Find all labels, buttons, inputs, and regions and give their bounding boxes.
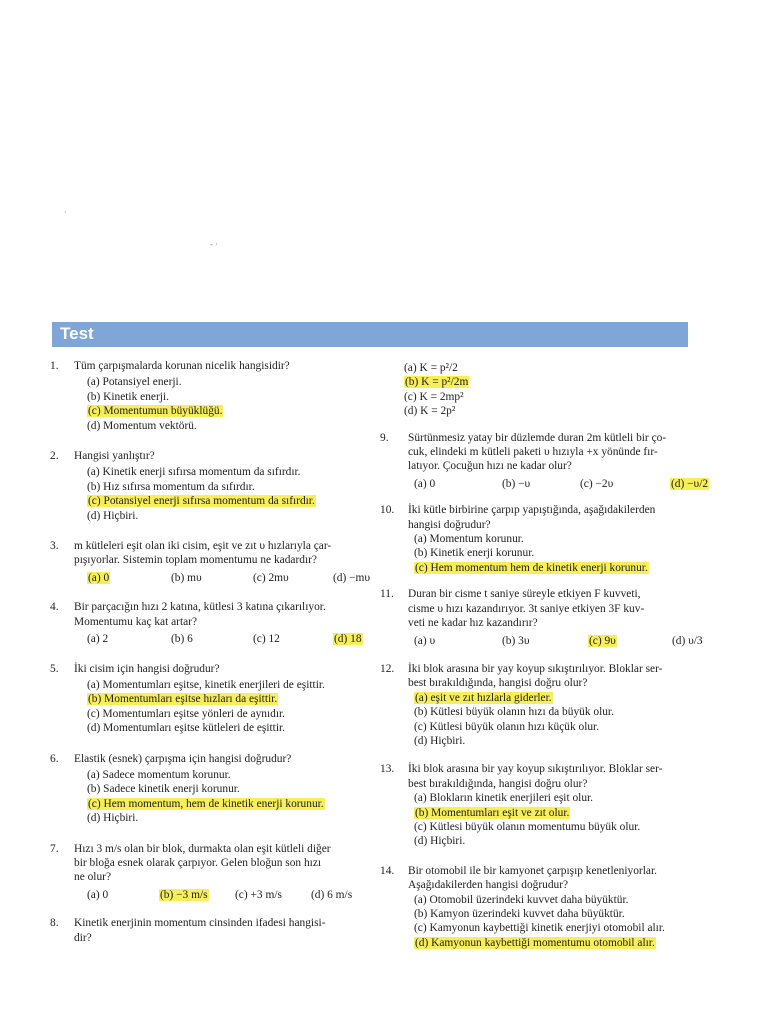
- question-text-line: best bırakıldığında, hangisi doğru olur?: [408, 677, 588, 690]
- option: [87, 721, 370, 735]
- question-14: [380, 864, 702, 950]
- question-4: [50, 600, 370, 646]
- option: [414, 907, 702, 921]
- question-text: [74, 842, 370, 885]
- option: [414, 893, 702, 907]
- option-text: (a) 2: [87, 633, 109, 646]
- option-text: (b) Sadece kinetik enerji korunur.: [87, 783, 240, 796]
- option-text: (c) −2υ: [580, 477, 614, 490]
- highlighted-answer: (c) Hem momentum, hem de kinetik enerji korunur.: [88, 797, 324, 810]
- option: [87, 632, 171, 646]
- scan-speck: ·: [64, 208, 67, 217]
- question-number: 3.: [50, 540, 59, 553]
- option-text: (c) K = 2mp²: [404, 390, 464, 403]
- question-7: [50, 842, 370, 903]
- question-text-line: Kinetik enerjinin momentum cinsinden ifadesi hangisi-: [74, 917, 326, 930]
- question-text-line: hangisi doğrudur?: [408, 518, 491, 531]
- option-text: (d) 6 m/s: [311, 888, 353, 901]
- option-text: (d) Hiçbiri.: [414, 734, 466, 747]
- option: [87, 768, 370, 782]
- section-banner: [52, 322, 688, 347]
- option: [414, 532, 702, 546]
- option-text: (a) Blokların kinetik enerjileri eşit olur.: [414, 792, 594, 805]
- option: [414, 634, 502, 648]
- question-text: [408, 762, 702, 791]
- option: [414, 561, 702, 575]
- question-text-line: Momentumu kaç kat artar?: [74, 615, 198, 628]
- option: [502, 477, 580, 491]
- highlighted-answer: (b) Momentumları eşit ve zıt olur.: [415, 806, 570, 819]
- option: [414, 834, 702, 848]
- option: [87, 404, 370, 418]
- option: [414, 691, 702, 705]
- option: [87, 390, 370, 404]
- option: [404, 404, 702, 418]
- option-text: (a) 0: [87, 888, 109, 901]
- highlighted-answer: (b) −3 m/s: [160, 888, 208, 901]
- question-text-line: İki blok arasına bir yay koyup sıkıştırılıyor. Bloklar ser-: [408, 763, 663, 776]
- left-column: [50, 359, 370, 945]
- option-text: (b) Hız sıfırsa momentum da sıfırdır.: [87, 480, 255, 493]
- option-text: (c) 12: [253, 633, 280, 646]
- options-row: [414, 477, 709, 491]
- option: [87, 888, 159, 902]
- question-number: 11.: [380, 588, 394, 601]
- option: [414, 921, 702, 935]
- option: [87, 465, 370, 479]
- option: [414, 791, 702, 805]
- option-text: (c) Kamyonun kaybettiği kinetik enerjiyi otomobil alır.: [414, 922, 665, 935]
- option: [159, 888, 235, 902]
- option: [235, 888, 311, 902]
- option: [414, 820, 702, 834]
- option: [414, 477, 502, 491]
- question-2: [50, 449, 370, 523]
- question-text: [74, 359, 370, 373]
- option: [670, 477, 709, 491]
- option: [414, 734, 702, 748]
- option-text: (a) Momentum korunur.: [414, 533, 524, 546]
- question-text: [74, 916, 370, 945]
- question-number: 5.: [50, 662, 59, 675]
- question-text-line: bir bloğa esnek olarak çarpıyor. Gelen bloğun son hızı: [74, 856, 322, 869]
- question-number: 4.: [50, 601, 59, 614]
- question-text-line: m kütleleri eşit olan iki cisim, eşit ve zıt υ hızlarıyla çar-: [74, 540, 332, 553]
- option: [87, 678, 370, 692]
- section-title: Test: [60, 324, 94, 343]
- option-text: (b) Kamyon üzerindeki kuvvet daha büyüktür.: [414, 908, 625, 920]
- option: [87, 375, 370, 389]
- question-text-line: Bir parçacığın hızı 2 katına, kütlesi 3 katına çıkarılıyor.: [74, 601, 326, 614]
- question-text: [74, 752, 370, 766]
- option: [87, 509, 370, 523]
- option: [333, 632, 363, 646]
- highlighted-answer: (b) Momentumları eşitse hızları da eşittir.: [88, 693, 278, 706]
- question-number: 6.: [50, 752, 59, 765]
- option-text: (b) Kinetik enerji korunur.: [414, 547, 535, 560]
- option-text: (c) +3 m/s: [235, 888, 282, 901]
- option: [414, 936, 702, 950]
- question-text-line: veti ne kadar hız kazandırır?: [408, 617, 538, 630]
- option-text: (b) mυ: [171, 571, 202, 584]
- question-text-line: Aşağıdakilerden hangisi doğrudur?: [408, 879, 569, 892]
- option-text: (b) 3υ: [502, 634, 530, 647]
- highlighted-answer: (a) eşit ve zıt hızlarla giderler.: [415, 691, 552, 704]
- options-row: [87, 571, 370, 585]
- options-row: [87, 888, 370, 902]
- question-text: [74, 662, 370, 676]
- option-text: (a) Sadece momentum korunur.: [87, 768, 231, 781]
- option: [333, 571, 370, 585]
- question-number: 13.: [380, 763, 395, 776]
- question-text-line: İki blok arasına bir yay koyup sıkıştırılıyor. Bloklar ser-: [408, 662, 663, 675]
- option-text: (d) −mυ: [333, 571, 371, 584]
- option: [87, 571, 171, 585]
- question-number: 14.: [380, 864, 395, 877]
- question-text: [408, 503, 702, 532]
- question-text: [408, 587, 702, 630]
- option: [253, 632, 333, 646]
- question-text-line: cuk, elindeki m kütleli paketi υ hızıyla +x yönünde fır-: [408, 446, 658, 459]
- question-text-line: cisme υ hızı kazandırıyor. 3t saniye etkiyen 3F kuv-: [408, 602, 645, 615]
- question-text: [74, 449, 370, 463]
- option-text: (c) Kütlesi büyük olanın momentumu büyük olur.: [414, 820, 641, 833]
- option-text: (d) Hiçbiri.: [87, 812, 139, 825]
- question-text-line: best bırakıldığında, hangisi doğru olur?: [408, 777, 588, 790]
- option: [87, 692, 370, 706]
- question-text-line: İki cisim için hangisi doğrudur?: [74, 662, 220, 675]
- option-text: (d) Momentumları eşitse kütleleri de eşittir.: [87, 722, 286, 735]
- option-text: (b) 6: [171, 633, 193, 646]
- question-text-line: dir?: [74, 931, 92, 944]
- option-text: (d) Hiçbiri.: [414, 835, 466, 848]
- option: [404, 390, 702, 404]
- option-text: (a) Kinetik enerji sıfırsa momentum da sıfırdır.: [87, 466, 301, 479]
- right-column: [380, 361, 709, 950]
- option-text: (d) K = 2p²: [404, 405, 456, 418]
- question-text-line: Bir otomobil ile bir kamyonet çarpışıp kenetleniyorlar.: [408, 864, 657, 877]
- highlighted-answer: (b) K = p²/2m: [405, 376, 469, 389]
- question-5: [50, 662, 370, 736]
- option-text: (d) υ/3: [672, 634, 703, 647]
- question-12: [380, 662, 702, 748]
- question-text-line: Hızı 3 m/s olan bir blok, durmakta olan eşit kütleli diğer: [74, 842, 331, 855]
- question-text: [408, 431, 702, 474]
- option: [87, 707, 370, 721]
- question-number: 12.: [380, 662, 395, 675]
- highlighted-answer: (c) Momentumun büyüklüğü.: [88, 405, 223, 418]
- scan-speck: - ·: [210, 240, 218, 249]
- question-11: [380, 587, 702, 648]
- option-text: (c) Kütlesi büyük olanın hızı küçük olur.: [414, 720, 600, 733]
- question-text-line: pışıyorlar. Sistemin toplam momentumu ne kadardır?: [74, 554, 317, 567]
- option: [502, 634, 588, 648]
- option: [87, 797, 370, 811]
- option-text: (b) Kütlesi büyük olanın hızı da büyük olur.: [414, 706, 614, 719]
- option: [414, 546, 702, 560]
- option-text: (a) Potansiyel enerji.: [87, 376, 182, 389]
- question-8: [50, 916, 370, 945]
- highlighted-answer: (a) 0: [88, 571, 110, 584]
- option: [87, 419, 370, 433]
- question-6: [50, 752, 370, 826]
- option: [580, 477, 670, 491]
- option-text: (c) 2mυ: [253, 571, 289, 584]
- question-text: [74, 539, 370, 568]
- option: [404, 375, 702, 389]
- question-text-line: latıyor. Çocuğun hızı ne kadar olur?: [408, 460, 572, 473]
- question-number: 7.: [50, 842, 59, 855]
- option-text: (d) Hiçbiri.: [87, 509, 139, 522]
- question-3: [50, 539, 370, 585]
- option-text: (b) −υ: [502, 477, 531, 490]
- question-1: [50, 359, 370, 433]
- option: [87, 480, 370, 494]
- option: [672, 634, 703, 648]
- question-text-line: Tüm çarpışmalarda korunan nicelik hangisidir?: [74, 360, 290, 372]
- option-text: (a) Otomobil üzerindeki kuvvet daha büyüktür.: [414, 893, 629, 906]
- option: [414, 720, 702, 734]
- option: [414, 705, 702, 719]
- question-text: [408, 662, 702, 691]
- option-text: (a) Momentumları eşitse, kinetik enerjileri de eşittir.: [87, 678, 325, 691]
- option: [588, 634, 672, 648]
- question-10: [380, 503, 702, 575]
- question-number: 1.: [50, 360, 59, 372]
- option: [311, 888, 352, 902]
- option-text: (a) 0: [414, 477, 436, 490]
- option: [171, 632, 253, 646]
- question-number: 8.: [50, 917, 59, 930]
- question-13: [380, 762, 702, 848]
- option: [87, 494, 370, 508]
- highlighted-answer: (d) −υ/2: [671, 477, 709, 490]
- option-text: (a) K = p²/2: [404, 362, 458, 374]
- option: [414, 806, 702, 820]
- question-text-line: Sürtünmesiz yatay bir düzlemde duran 2m kütleli bir ço-: [408, 431, 667, 444]
- option-text: (b) Kinetik enerji.: [87, 390, 169, 403]
- question-text-line: Duran bir cisme t saniye süreyle etkiyen F kuvveti,: [408, 588, 641, 601]
- options-row: [87, 632, 370, 646]
- question-text-line: Elastik (esnek) çarpışma için hangisi doğrudur?: [74, 752, 292, 765]
- question-number: 9.: [380, 431, 389, 444]
- highlighted-answer: (c) 9υ: [589, 634, 616, 647]
- option: [87, 811, 370, 825]
- question-text: [408, 864, 702, 893]
- option: [253, 571, 333, 585]
- question-9: [380, 431, 709, 492]
- option-text: (c) Momentumları eşitse yönleri de aynıdır.: [87, 707, 286, 720]
- question-number: 2.: [50, 450, 59, 463]
- options-row: [414, 634, 702, 648]
- option: [171, 571, 253, 585]
- question-text-line: İki kütle birbirine çarpıp yapıştığında, aşağıdakilerden: [408, 504, 656, 517]
- highlighted-answer: (c) Potansiyel enerji sıfırsa momentum da sıfırdır.: [88, 495, 315, 508]
- highlighted-answer: (c) Hem momentum hem de kinetik enerji korunur.: [415, 561, 648, 574]
- highlighted-answer: (d) Kamyonun kaybettiği momentumu otomobil alır.: [415, 936, 655, 949]
- option-text: (d) Momentum vektörü.: [87, 419, 197, 432]
- question-8-options: [380, 361, 702, 419]
- highlighted-answer: (d) 18: [334, 633, 362, 646]
- option: [87, 782, 370, 796]
- question-text-line: ne olur?: [74, 871, 112, 884]
- option-text: (a) υ: [414, 634, 436, 647]
- question-number: 10.: [380, 504, 395, 517]
- question-text-line: Hangisi yanlıştır?: [74, 450, 155, 463]
- option: [404, 361, 702, 375]
- question-text: [74, 600, 370, 629]
